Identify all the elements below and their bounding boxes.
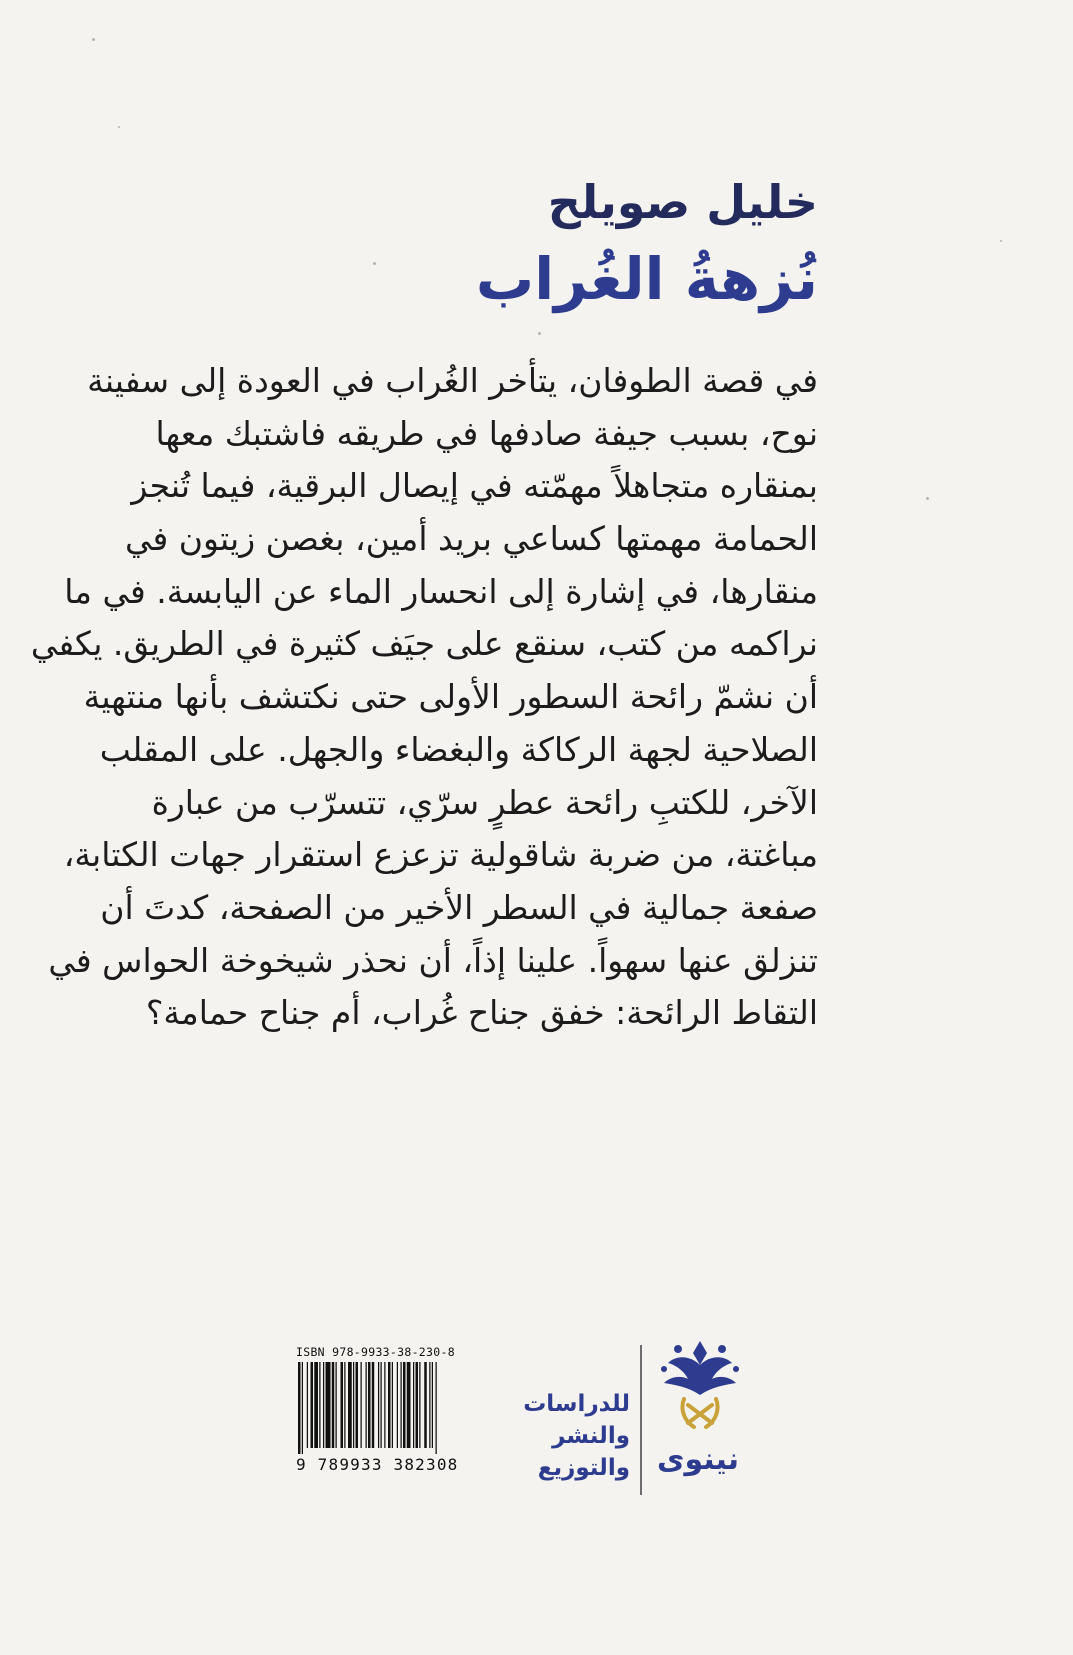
barcode-bar [432, 1362, 433, 1448]
blurb-line: أن نشمّ رائحة السطور الأولى حتى نكتشف بأنها منتهية [83, 677, 818, 717]
barcode-bar [361, 1362, 362, 1448]
barcode-bar [381, 1362, 382, 1448]
barcode-bar [323, 1362, 324, 1448]
blurb-line: مباغتة، من ضربة شاقولية تزعزع استقرار جهات الكتابة، [63, 835, 818, 875]
paper-speck [92, 38, 95, 41]
publisher-tagline-line: للدراسات [523, 1391, 630, 1417]
barcode-bar [344, 1362, 345, 1448]
publisher-tagline-line: والنشر [552, 1423, 630, 1449]
barcode-bar [392, 1362, 393, 1448]
barcode-bar [424, 1362, 427, 1448]
barcode-bar [368, 1362, 371, 1448]
barcode-bar [372, 1362, 375, 1448]
barcode-bar [401, 1362, 402, 1448]
barcode-digits: 9 789933 382308 [296, 1455, 459, 1474]
blurb-line: الصلاحية لجهة الركاكة والبغضاء والجهل. على المقلب [99, 729, 818, 769]
barcode-bar [314, 1362, 318, 1448]
barcode-bar [403, 1362, 406, 1448]
paper-speck [926, 497, 929, 500]
barcode-bar [407, 1362, 411, 1448]
barcode-bar [326, 1362, 331, 1448]
publisher-tagline [520, 1388, 630, 1484]
barcode-bar [319, 1362, 320, 1448]
barcode-bar [388, 1362, 391, 1448]
paper-speck [1000, 240, 1002, 242]
barcode-bar [353, 1362, 354, 1448]
logo-divider [640, 1345, 642, 1495]
publisher-emblem-icon [650, 1335, 750, 1445]
blurb-line: منقارها، في إشارة إلى انحسار الماء عن اليابسة. في ما [64, 571, 818, 611]
blurb-line: التقاط الرائحة: خفق جناح غُراب، أم جناح حمامة؟ [145, 993, 818, 1033]
blurb-line: الحمامة مهمتها كساعي بريد أمين، بغصن زيتون في [125, 519, 818, 559]
blurb-line: تنزلق عنها سهواً. علينا إذاً، أن نحذر شيخوخة الحواس في [48, 940, 818, 980]
barcode-bar [436, 1362, 437, 1454]
barcode-bar [307, 1362, 308, 1448]
publisher-name: نينوى [656, 1442, 740, 1477]
paper-speck [373, 262, 376, 265]
blurb-text [30, 355, 818, 1040]
barcode-bar [416, 1362, 419, 1448]
barcode-bar [332, 1362, 335, 1448]
blurb-line: في قصة الطوفان، يتأخر الغُراب في العودة إلى سفينة [87, 361, 818, 400]
barcode-bar [384, 1362, 385, 1448]
barcode-bar [302, 1362, 303, 1454]
blurb-line: نوح، بسبب جيفة صادفها في طريقه فاشتبك معها [155, 413, 818, 453]
barcode-bar [413, 1362, 414, 1448]
barcode-bar [397, 1362, 398, 1448]
blurb-line: صفعة جمالية في السطر الأخير من الصفحة، كدتَ أن [100, 887, 818, 927]
barcode-bar [348, 1362, 352, 1448]
barcode-bar [311, 1362, 314, 1448]
barcode-bar [298, 1362, 301, 1454]
barcode-bars-icon [296, 1362, 482, 1454]
barcode-bar [429, 1362, 430, 1448]
paper-speck [538, 332, 541, 335]
book-title: نُزهةُ الغُراب [475, 245, 818, 313]
blurb-line: بمنقاره متجاهلاً مهمّته في إيصال البرقية، فيما تُنجز [131, 466, 818, 506]
blurb-line: الآخر، للكتبِ رائحة عطرٍ سرّي، تتسرّب من عبارة [151, 782, 818, 822]
barcode-bar [356, 1362, 359, 1448]
isbn-label: ISBN 978-9933-38-230-8 [296, 1345, 455, 1359]
barcode-bar [341, 1362, 344, 1448]
barcode-bar [366, 1362, 367, 1448]
barcode-bar [336, 1362, 337, 1448]
isbn-barcode [296, 1345, 482, 1475]
author-name: خليل صويلح [547, 175, 818, 229]
paper-speck [118, 126, 120, 128]
blurb-line: نراكمه من كتب، سنقع على جيَف كثيرة في الطريق. يكفي [30, 624, 818, 664]
publisher-tagline-line: والتوزيع [537, 1455, 630, 1481]
barcode-bar [378, 1362, 379, 1448]
barcode-bar [419, 1362, 420, 1448]
